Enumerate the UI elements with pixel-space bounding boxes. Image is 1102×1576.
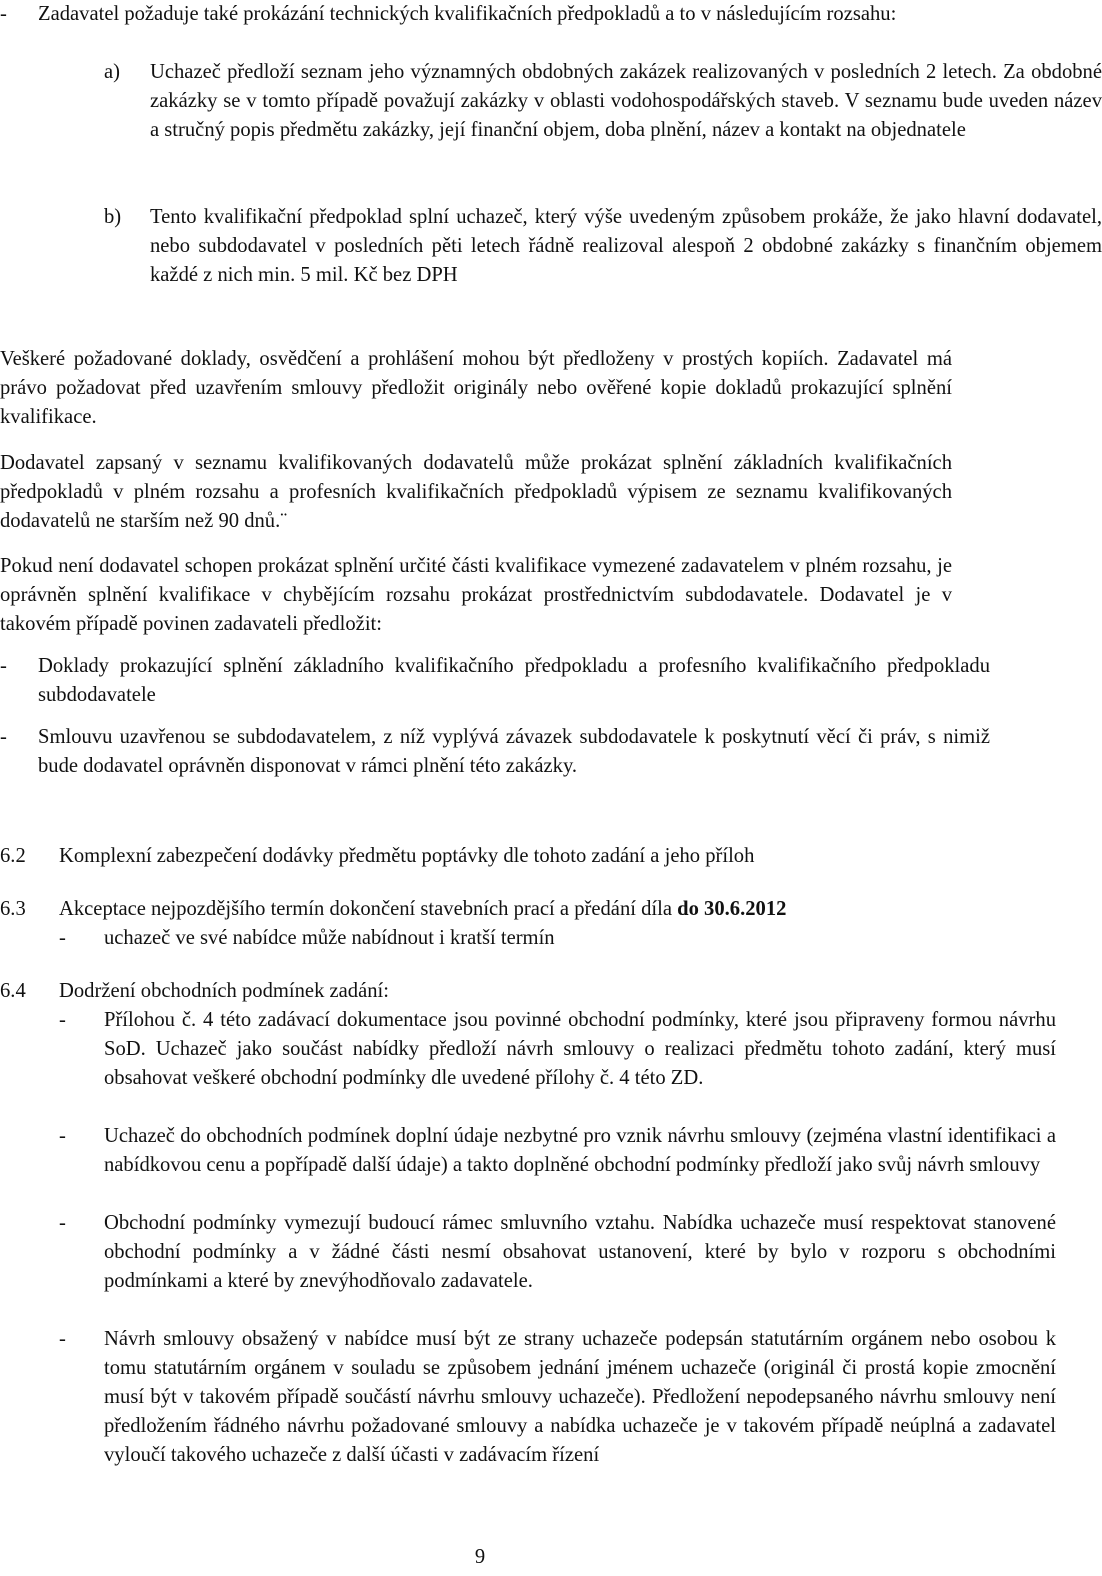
section-6-3-item xyxy=(0,924,1056,953)
sub-item-b xyxy=(0,203,1102,290)
section-6-4-item xyxy=(0,1122,1056,1180)
sub-item-marker: b) xyxy=(104,206,122,228)
section-text: Akceptace nejpozdějšího termín dokončení stavebních prací a předání díla xyxy=(59,898,678,920)
item-text: Doklady prokazující splnění základního kvalifikačního předpokladu a profesního kvalifikačního předpokladu subdodavatele xyxy=(38,655,990,706)
item-text: uchazeč ve své nabídce může nabídnout i kratší termín xyxy=(104,927,555,949)
section-number: 6.2 xyxy=(0,845,26,867)
item-dash: - xyxy=(0,655,7,677)
section-6-3 xyxy=(0,895,1011,924)
section-number: 6.3 xyxy=(0,898,26,920)
item-text: Přílohou č. 4 této zadávací dokumentace jsou povinné obchodní podmínky, které jsou připraveny formou návrhu SoD. Uchazeč jako součást nabídky předloží návrh smlouvy o realizaci předmětu tohoto zadání, který musí obsahovat veškeré obchodní podmínky dle uvedené přílohy č. 4 této ZD. xyxy=(104,1009,1056,1089)
item-dash: - xyxy=(0,726,7,748)
paragraph-registry: Dodavatel zapsaný v seznamu kvalifikovaných dodavatelů může prokázat splnění základních kvalifikačních předpokladů v plném rozsahu a profesních kvalifikačních předpokladů výpisem ze seznamu kvalifikovaných dodavatelů ne starším než 90 dnů.¨ xyxy=(0,452,952,532)
item-text: Uchazeč do obchodních podmínek doplní údaje nezbytné pro vznik návrhu smlouvy (zejména vlastní identifikaci a nabídkovou cenu a popřípadě další údaje) a takto doplněné obchodní podmínky předloží jako svůj návrh smlouvy xyxy=(104,1125,1056,1176)
intro-dash: - xyxy=(0,3,7,25)
item-text: Smlouvu uzavřenou se subdodavatelem, z níž vyplývá závazek subdodavatele k poskytnutí věcí či práv, s nimiž bude dodavatel oprávněn disponovat v rámci plnění této zakázky. xyxy=(38,726,990,777)
paragraph-subcontractor: Pokud není dodavatel schopen prokázat splnění určité části kvalifikace vymezené zadavatelem v plném rozsahu, je oprávněn splnění kvalifikace v chybějícím rozsahu prokázat prostřednictvím subdodavatele. Dodavatel je v takovém případě povinen zadavateli předložit: xyxy=(0,555,952,635)
section-text: Dodržení obchodních podmínek zadání: xyxy=(59,980,389,1002)
intro-item xyxy=(0,0,990,29)
paragraph-copies: Veškeré požadované doklady, osvědčení a prohlášení mohou být předloženy v prostých kopiích. Zadavatel má právo požadovat před uzavřením smlouvy předložit originály nebo ověřené kopie dokladů prokazující splnění kvalifikace. xyxy=(0,348,952,428)
page-number: 9 xyxy=(474,1546,486,1568)
subcontractor-item xyxy=(0,652,990,710)
item-text: Obchodní podmínky vymezují budoucí rámec smluvního vztahu. Nabídka uchazeče musí respektovat stanovené obchodní podmínky a v žádné části nesmí obsahovat ustanovení, které by bylo v rozporu s obchodními podmínkami a které by znevýhodňovalo zadavatele. xyxy=(104,1212,1056,1292)
section-6-4-item xyxy=(0,1325,1056,1470)
item-dash: - xyxy=(59,1212,66,1234)
section-6-4-item xyxy=(0,1209,1056,1296)
item-dash: - xyxy=(59,1125,66,1147)
sub-item-marker: a) xyxy=(104,61,120,83)
sub-item-text: Uchazeč předloží seznam jeho významných obdobných zakázek realizovaných v posledních 2 letech. Za obdobné zakázky se v tomto případě považují zakázky v oblasti vodohospodářských staveb. V seznamu bude uveden název a stručný popis předmětu zakázky, její finanční objem, doba plnění, název a kontakt na objednatele xyxy=(150,61,1102,141)
deadline-date: do 30.6.2012 xyxy=(677,898,787,920)
section-text: Komplexní zabezpečení dodávky předmětu poptávky dle tohoto zadání a jeho příloh xyxy=(59,845,755,867)
sub-item-a xyxy=(0,58,1102,145)
section-number: 6.4 xyxy=(0,980,26,1002)
section-6-4 xyxy=(0,977,1011,1006)
section-6-4-item xyxy=(0,1006,1056,1093)
intro-text: Zadavatel požaduje také prokázání technických kvalifikačních předpokladů a to v následujícím rozsahu: xyxy=(38,3,897,25)
item-dash: - xyxy=(59,927,66,949)
section-6-2 xyxy=(0,842,1011,871)
item-dash: - xyxy=(59,1009,66,1031)
sub-item-text: Tento kvalifikační předpoklad splní uchazeč, který výše uvedeným způsobem prokáže, že jako hlavní dodavatel, nebo subdodavatel v posledních pěti letech řádně realizoval alespoň 2 obdobné zakázky s finančním objemem každé z nich min. 5 mil. Kč bez DPH xyxy=(150,206,1102,286)
subcontractor-item xyxy=(0,723,990,781)
item-dash: - xyxy=(59,1328,66,1350)
item-text: Návrh smlouvy obsažený v nabídce musí být ze strany uchazeče podepsán statutárním orgánem nebo osobou k tomu statutárním orgánem v souladu se způsobem jednání jménem uchazeče (originál či prostá kopie zmocnění musí být v takovém případě součástí návrhu smlouvy uchazeče). Předložení nepodepsaného návrhu smlouvy není předložením řádného návrhu požadované smlouvy a nabídka uchazeče je v takovém případě neúplná a zadavatel vyloučí takového uchazeče z další účasti v zadávacím řízení xyxy=(104,1328,1056,1466)
